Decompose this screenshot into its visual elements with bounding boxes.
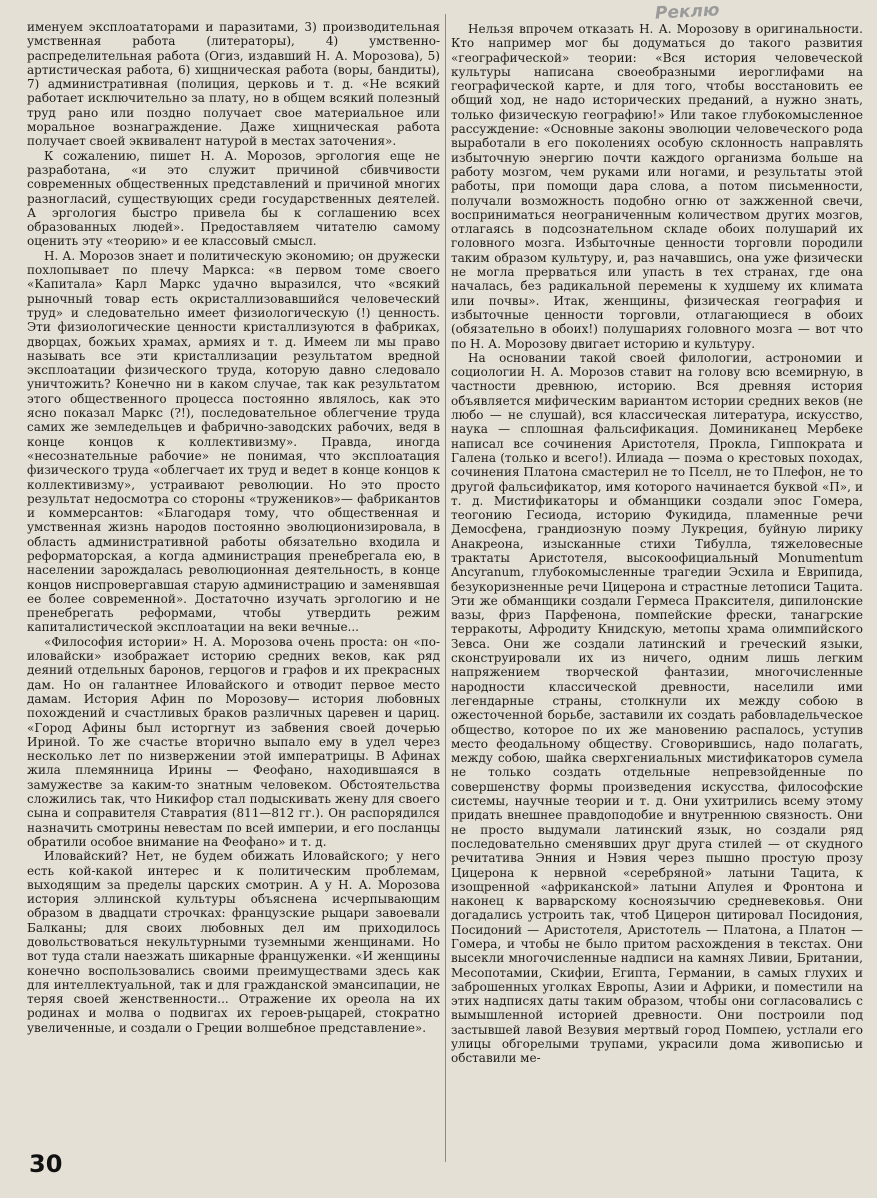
paragraph: Н. А. Морозов знает и политическую экономию; он дружески похлопывает по плечу Маркса: «в первом томе своего «Капитала» Карл Маркс удачно выразился, что «всякий рыночный товар есть окристаллизовавшийся человеческий труд» и следовательно имеет физиологическую (!) ценность. Эти физиологические ценности кристаллизуются в фабриках, дворцах, божьих храмах, армиях и т. д. Имеем ли мы право называть все эти кристаллизации результатом вредной эксплоатации физического труда, которую давно следовало уничтожить? Конечно ни в каком случае, так как результатом этого общественного процесса постоянно являлось, как это ясно показал Маркс (?!), последовательное облегчение труда самих же земледельцев и фабрично-заводских рабочих, ведя в конце концов к коллективизму». Правда, иногда «несознательные рабочие» не понимая, что эксплоатация физического труда «облегчает их труд и ведет в конце концов к коллективизму», устраивают революции. Но это просто результат недосмотра со стороны «тружеников»— фабрикантов и коммерсантов: «Благодаря тому, что общественная и умственная жизнь народов постоянно эволюционизировала, в область административной работы обязательно входила и реформаторская, а когда администрация пренебрегала ею, в населении зарождалась революционная деятельность, в конце концов ниспровергавшая старую администрацию и заменявшая ее более современной». Достаточно изучать эргологию и не пренебрегать реформами, чтобы утвердить режим капиталистической эксплоатации на веки вечные... — [27, 248, 440, 635]
left-column — [27, 20, 440, 1035]
paragraph: К сожалению, пишет Н. А. Морозов, эргология еще не разработана, «и это служит причиной сбивчивости современных общественных представлений и причиной многих разногласий, существующих среди государственных деятелей. А эргология быстро привела бы к соглашению всех образованных людей». Предоставляем читателю самому оценить эту «теорию» и ее классовый смысл. — [27, 148, 440, 249]
paragraph: На основании такой своей филологии, астрономии и социологии Н. А. Морозов ставит на голову всю всемирную, в частности древнюю, историю. Вся древняя история объявляется мифическим вариантом истории средних веков (не любо — не слушай), вся классическая литература, искусство, наука — сплошная фальсификация. Доминиканец Мербеке написал все сочинения Аристотеля, Прокла, Гиппократа и Галена (только и всего!). Илиада — поэма о крестовых походах, сочинения Платона смастерил не то Пселл, не то Плефон, не то другой фальсификатор, имя которого начинается буквой «П», и т. д. Мистификаторы и обманщики создали эпос Гомера, теогонию Гесиода, историю Фукидида, пламенные речи Демосфена, грандиозную поэму Лукреция, буйную лирику Анакреона, изысканные стихи Тибулла, тяжеловесные трактаты Аристотеля, высокоофициальный Monumentum Ancyranum, глубокомысленные трагедии Эсхила и Еврипида, безукоризненные речи Цицерона и страстные летописи Тацита. Эти же обманщики создали Гермеса Праксителя, дипилонские вазы, фриз Парфенона, помпейские фрески, танагрские терракоты, Афродиту Книдскую, метопы храма олимпийского Зевса. Они же создали латинский и греческий языки, сконструировали их из ничего, одним лишь легким напряжением творческой фантазии, многочисленные народности классической древности, населили ими легендарные страны, столкнули их между собою в ожесточенной борьбе, заставили их создать рабовладельческое общество, которое по их же мановению распалось, уступив место феодальному обществу. Сговорившись, надо полагать, между собою, шайка сверхгениальных мистификаторов сумела не только создать отдельные непревзойденные по совершенству формы произведения искусства, философские системы, научные теории и т. д. Они ухитрились всему этому придать внешнее правдоподобие и внутреннюю связность. Они не просто выдумали латинский язык, но создали ряд последовательно сменявших друг друга стилей — от скудного речитатива Энния и Нэвия через пышно простую прозу Цицерона к нервной «серебряной» латыни Тацита, к изощренной «африканской» латыни Апулея и Фронтона и наконец к варварскому косноязычию средневековья. Они догадались устроить так, чтоб Цицерон цитировал Посидония, Посидоний — Аристотеля, Аристотель — Платона, а Платон — Гомера, и чтобы не было притом расхождения в текстах. Они высекли многочисленные надписи на камнях Ливии, Британии, Месопотамии, Скифии, Египта, Германии, в самых глухих и заброшенных уголках Европы, Азии и Африки, и поместили на этих надписях даты таким образом, чтобы они согласовались с вымышленной историей древности. Они построили под застывшей лавой Везувия мертвый город Помпею, устлали его улицы обгорелыми трупами, украсили дома живописью и обставили ме- — [451, 350, 863, 1066]
right-column — [451, 22, 863, 1066]
paragraph: Нельзя впрочем отказать Н. А. Морозову в оригинальности. Кто например мог бы додуматься до такого развития «географической» теории: «Вся история человеческой культуры написана своеобразными иероглифами на географической карте, и для того, чтобы восстановить ее общий ход, не надо исторических преданий, а нужно знать, только физическую географию!» Или такое глубокомысленное рассуждение: «Основные законы эволюции человеческого рода выработали в его поколениях особую склонность направлять избыточную энергию почти каждого организма больше на работу мозгом, чем руками или ногами, и результаты этой работы, при помощи дара слова, а потом письменности, получали возможность подобно огню от зажженной свечи, восприниматься неограниченным количеством других мозгов, отлагаясь в подсознательном складе обоих полушарий их головного мозга. Избыточные ценности торговли породили таким образом культуру, и, раз начавшись, она уже физически не могла прерваться или упасть в тех странах, где она началась, без радикальной перемены к худшему их климата или почвы». Итак, женщины, физическая география и избыточные ценности торговли, отлагающиеся в обоих (обязательно в обоих!) полушариях головного мозга — вот что по Н. А. Морозову двигает историю и культуру. — [451, 22, 863, 351]
column-divider — [445, 14, 446, 1162]
handwritten-stamp: Реклю — [654, 0, 720, 24]
paragraph: «Философия истории» Н. А. Морозова очень проста: он «по-иловайски» изображает историю средних веков, как ряд деяний отдельных баронов, герцогов и графов и их прекрасных дам. Но он галантнее Иловайского и отводит первое место дамам. История Афин по Морозову— история любовных похождений и счастливых браков различных царевен и цариц. «Город Афины был исторгнут из забвения своей дочерью Ириной. То же счастье вторично выпало ему в удел через несколько лет по низвержении этой императрицы. В Афинах жила племянница Ирины — Феофано, находившаяся в замужестве за каким-то знатным человеком. Обстоятельства сложились так, что Никифор стал подыскивать жену для своего сына и соправителя Ставратия (811—812 гг.). Он распорядился назначить смотрины невестам по всей империи, и его посланцы обратили особое внимание на Феофано» и т. д. — [27, 634, 440, 849]
paragraph: Иловайский? Нет, не будем обижать Иловайского; у него есть кой-какой интерес и к политическим проблемам, выходящим за пределы царских смотрин. А у Н. А. Морозова история эллинской культуры объяснена исчерпывающим образом в двадцати строчках: французские рыцари завоевали Балканы; для своих любовных дел им приходилось довольствоваться некультурными туземными женщинами. Но вот туда стали наезжать шикарные француженки. «И женщины конечно воспользовались своими преимуществами здесь как для интеллектуальной, так и для гражданской эмансипации, не теряя своей женственности... Отражение их ореола на их родинах и молва о подвигах их героев-рыцарей, стократно увеличенные, и создали о Греции волшебное представление». — [27, 849, 440, 1035]
paragraph: именуем эксплоататорами и паразитами, 3) производительная умственная работа (литераторы), 4) умственно-распределительная работа (Огиз, издавший Н. А. Морозова), 5) артистическая работа, 6) хищническая работа (воры, бандиты), 7) административная (полиция, церковь и т. д. «Не всякий работает исключительно за плату, но в общем всякий полезный труд рано или поздно получает свое материальное или моральное вознаграждение. Даже хищническая работа получает своей эквивалент натурой в местах заточения». — [27, 20, 440, 149]
page-number: 30 — [29, 1150, 63, 1178]
